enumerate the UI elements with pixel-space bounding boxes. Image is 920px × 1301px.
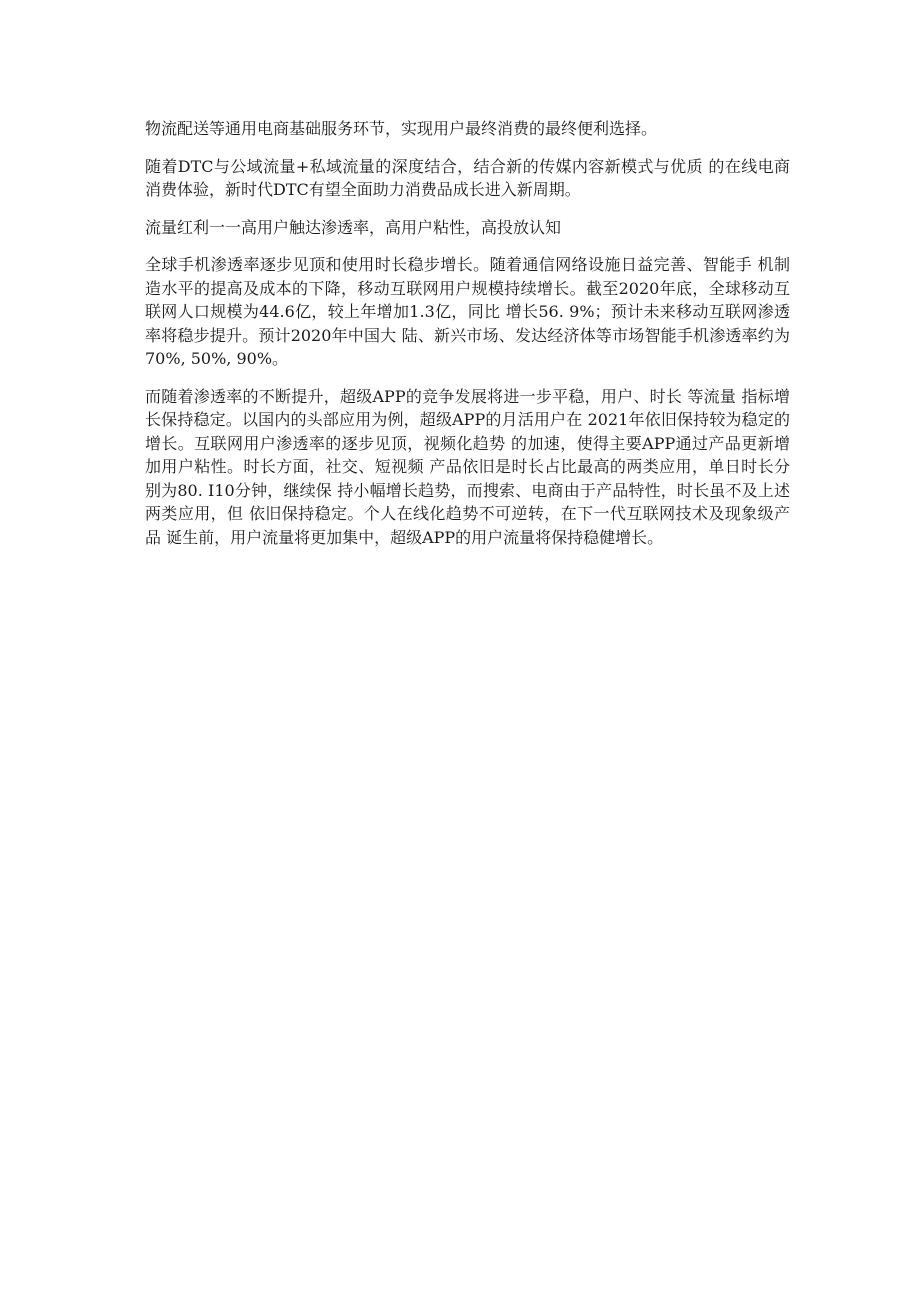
section-heading-traffic-dividend: 流量红利一一高用户触达渗透率，高用户粘性，高投放认知 [145, 217, 562, 237]
paragraph-logistics: 物流配送等通用电商基础服务环节，实现用户最终消费的最终便利选择。 [145, 119, 658, 138]
paragraph-mobile-penetration: 全球手机渗透率逐步见顶和使用时长稳步增长。随着通信网络设施日益完善、智能手 机制造水平的提高及成本的下降，移动互联网用户规模持续增长。截至2020年底，全球移动互联网人口规模为44.6亿，较上年增加1.3亿，同比 增长56. 9%；预计未来移动互联网渗透率将稳步提升。预计2020年中国大 陆、新兴市场、发达经济体等市场智能手机渗透率约为70%, 50%, 90%。 [145, 255, 790, 368]
paragraph-dtc: 随着DTC与公域流量+私域流量的深度结合，结合新的传媒内容新模式与优质 的在线电商消费体验，新时代DTC有望全面助力消费品成长进入新周期。 [145, 156, 790, 199]
paragraph-super-app: 而随着渗透率的不断提升，超级APP的竞争发展将进一步平稳，用户、时长 等流量 指标增长保持稳定。以国内的头部应用为例，超级APP的月活用户在 2021年依旧保持较为稳定的增长。互联网用户渗透率的逐步见顶，视频化趋势 的加速，使得主要APP通过产品更新增加用户粘性。时长方面，社交、短视频 产品依旧是时长占比最高的两类应用，单日时长分别为80. I10分钟，继续保 持小幅增长趋势，而搜索、电商由于产品特性，时长虽不及上述两类应用，但 依旧保持稳定。个人在线化趋势不可逆转，在下一代互联网技术及现象级产品 诞生前，用户流量将更加集中，超级APP的用户流量将保持稳健增长。 [145, 386, 790, 547]
document-page [145, 117, 790, 563]
